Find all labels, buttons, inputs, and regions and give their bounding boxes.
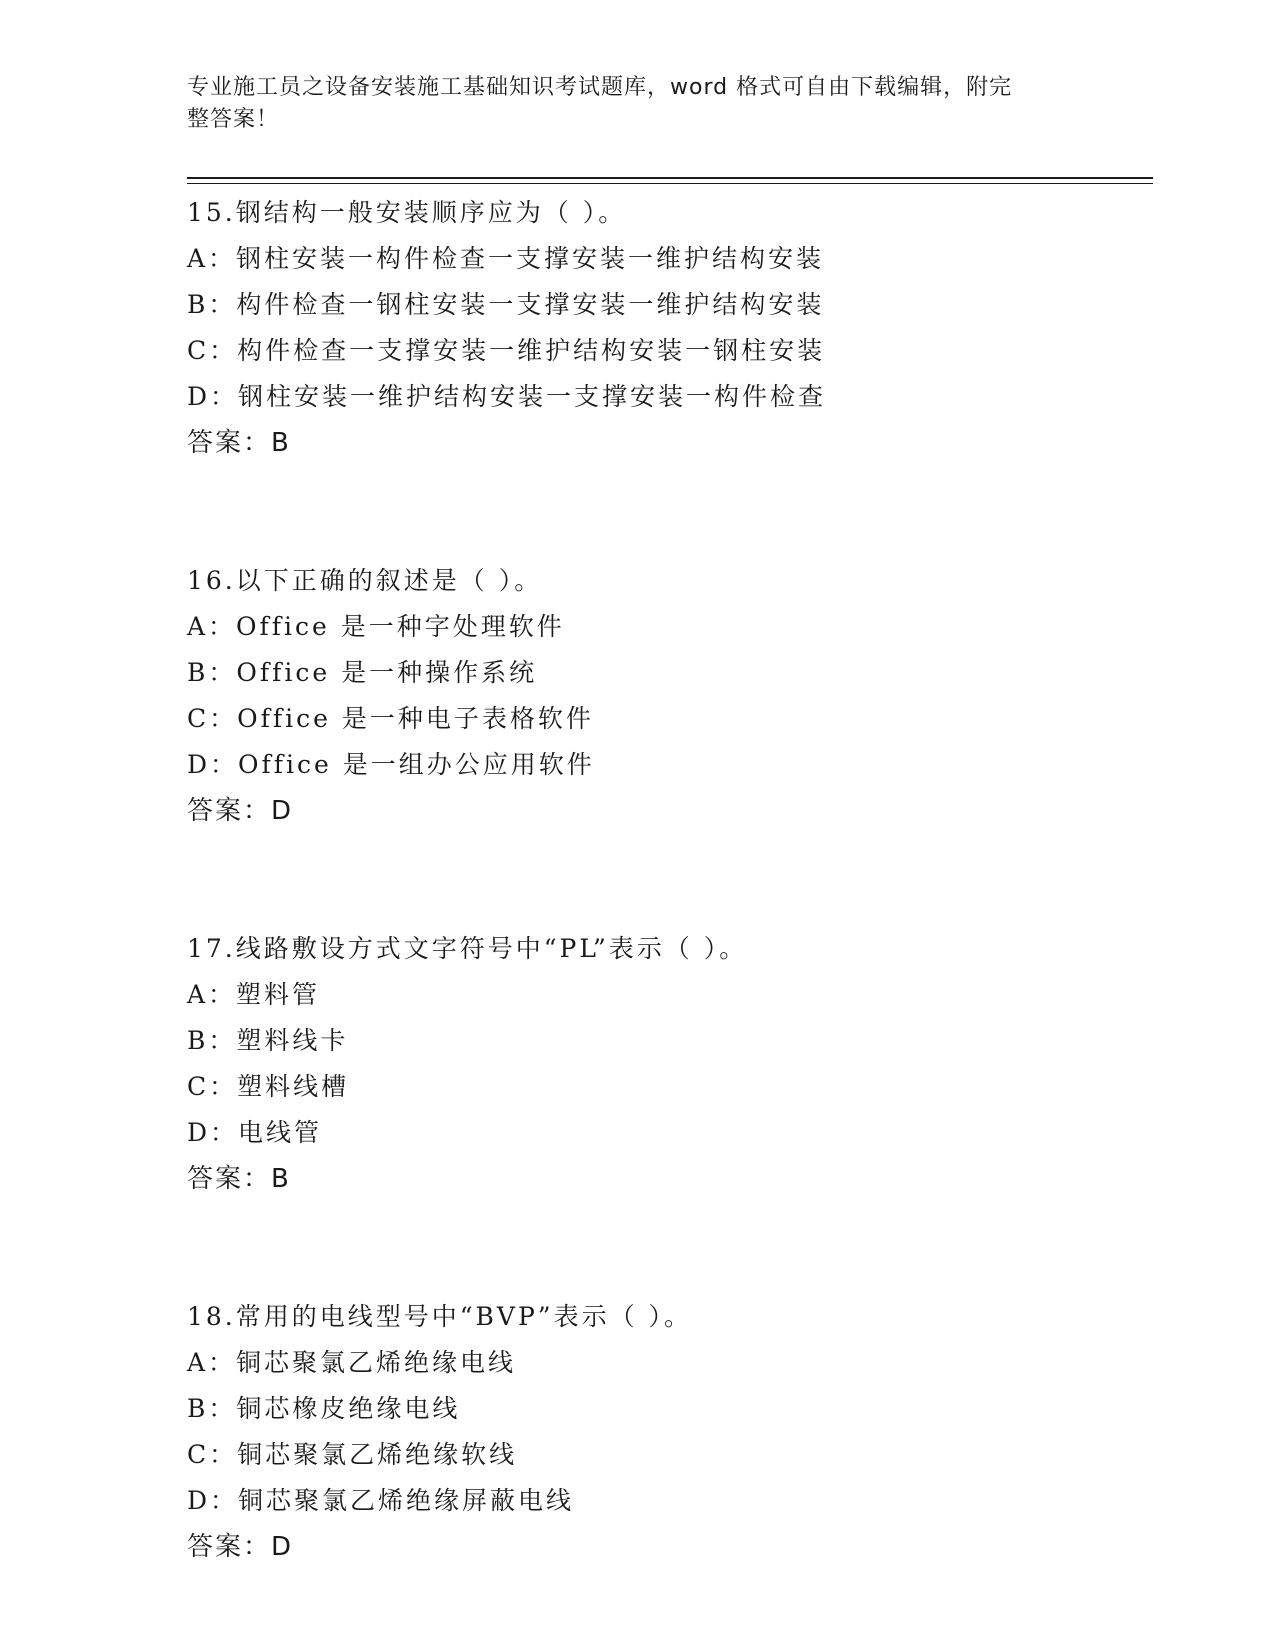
- option-b: B：Office 是一种操作系统: [187, 658, 538, 687]
- question-spacer: [187, 1202, 1153, 1294]
- question-15: [187, 190, 1153, 466]
- option-c: C：构件检查一支撑安装一维护结构安装一钢柱安装: [187, 336, 826, 365]
- option-c: C：塑料线槽: [187, 1072, 350, 1101]
- option-d: D：Office 是一组办公应用软件: [187, 750, 595, 779]
- question-stem: 17.线路敷设方式文字符号中“PL”表示（ ）。: [187, 934, 748, 963]
- option-a: A：铜芯聚氯乙烯绝缘电线: [187, 1348, 517, 1377]
- option-c: C：Office 是一种电子表格软件: [187, 704, 594, 733]
- question-spacer: [187, 466, 1153, 558]
- question-17: [187, 926, 1153, 1202]
- answer-line: 答案：D: [187, 1532, 294, 1562]
- option-d: D：钢柱安装一维护结构安装一支撑安装一构件检查: [187, 382, 827, 411]
- option-d: D：铜芯聚氯乙烯绝缘屏蔽电线: [187, 1486, 575, 1515]
- question-stem: 18.常用的电线型号中“BVP”表示（ ）。: [187, 1302, 693, 1331]
- question-18: [187, 1294, 1153, 1570]
- option-b: B：铜芯橡皮绝缘电线: [187, 1394, 461, 1423]
- question-stem: 15.钢结构一般安装顺序应为（ ）。: [187, 198, 627, 227]
- answer-line: 答案：B: [187, 428, 291, 458]
- question-stem: 16.以下正确的叙述是（ ）。: [187, 566, 543, 595]
- header-divider-thin: [187, 183, 1153, 184]
- option-a: A：Office 是一种字处理软件: [187, 612, 565, 641]
- option-d: D：电线管: [187, 1118, 323, 1147]
- question-spacer: [187, 834, 1153, 926]
- header-divider-thick: [187, 177, 1153, 179]
- question-16: [187, 558, 1153, 834]
- option-a: A：钢柱安装一构件检查一支撑安装一维护结构安装: [187, 244, 825, 273]
- option-a: A：塑料管: [187, 980, 321, 1009]
- header-line-2: 整答案！: [187, 107, 280, 132]
- document-header: [187, 72, 1067, 136]
- answer-line: 答案：B: [187, 1164, 291, 1194]
- header-line-1: 专业施工员之设备安装施工基础知识考试题库，word 格式可自由下载编辑，附完: [187, 75, 1013, 100]
- question-list: [187, 190, 1153, 1570]
- option-b: B：构件检查一钢柱安装一支撑安装一维护结构安装: [187, 290, 825, 319]
- answer-line: 答案：D: [187, 796, 294, 826]
- option-b: B：塑料线卡: [187, 1026, 349, 1055]
- option-c: C：铜芯聚氯乙烯绝缘软线: [187, 1440, 518, 1469]
